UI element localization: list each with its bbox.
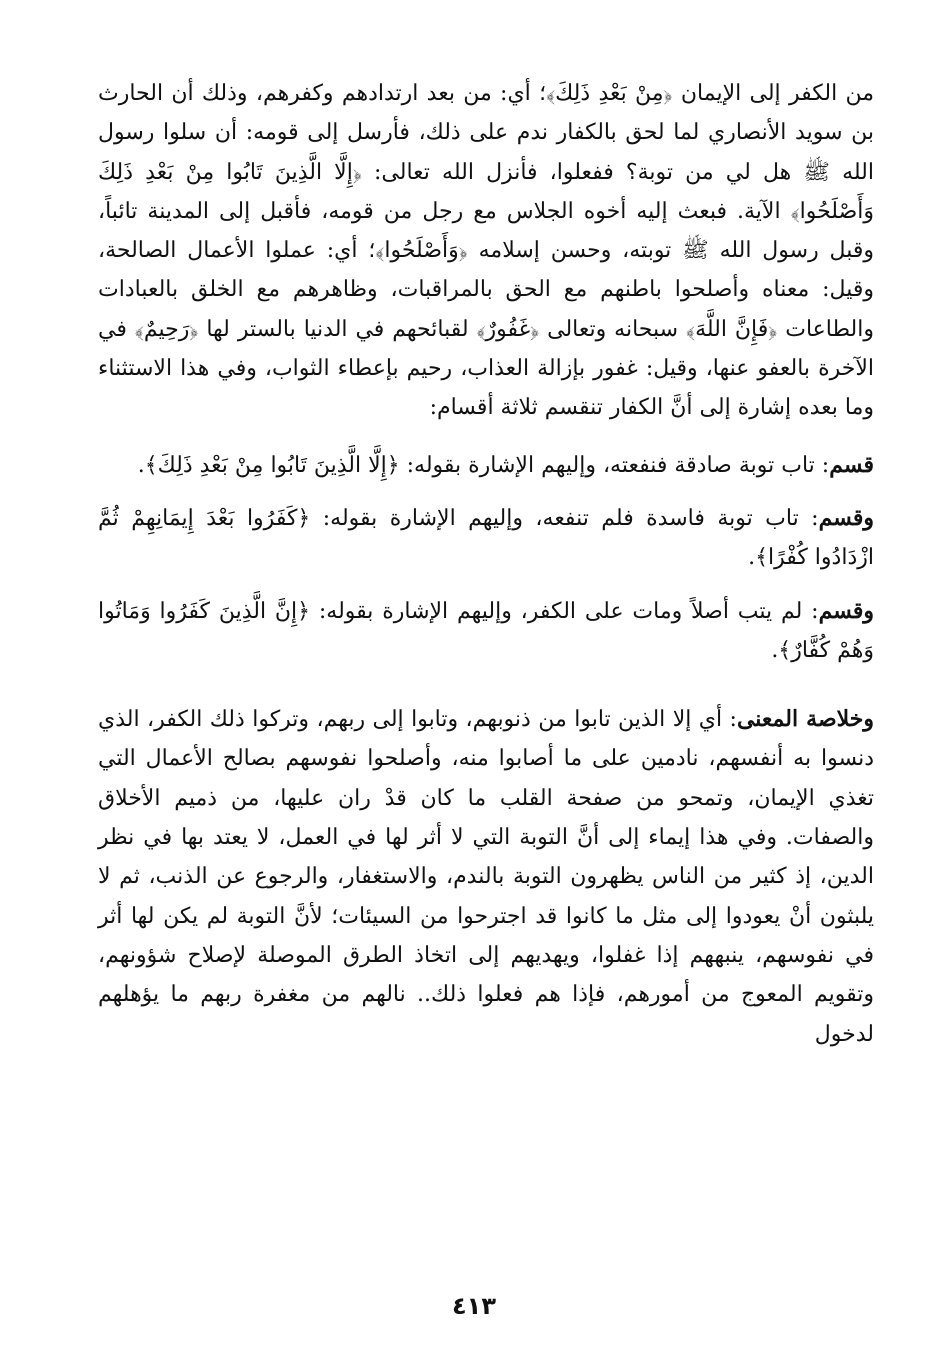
paragraph-summary <box>98 700 874 1054</box>
paragraph-lead: وخلاصة المعنى <box>736 706 874 733</box>
paragraph-text: من الكفر إلى الإيمان ﴿مِنْ بَعْدِ ذَلِكَ﴾؛ أي: من بعد ارتدادهم وكفرهم، وذلك أن الحارث بن سويد الأنصاري لما لحق بالكفار ندم على ذلك، فأرسل إلى قومه: أن سلوا رسول الله ﷺ هل لي من توبة؟ ففعلوا، فأنزل الله تعالى: ﴿إِلَّا الَّذِينَ تَابُوا مِنْ بَعْدِ ذَلِكَ وَأَصْلَحُوا﴾ الآية. فبعث إليه أخوه الجلاس مع رجل من قومه، فأقبل إلى المدينة تائباً، وقبل رسول الله ﷺ توبته، وحسن إسلامه ﴿وَأَصْلَحُوا﴾؛ أي: عملوا الأعمال الصالحة، وقيل: معناه وأصلحوا باطنهم مع الحق بالمراقبات، وظاهرهم مع الخلق بالعبادات والطاعات ﴿فَإِنَّ اللَّهَ﴾ سبحانه وتعالى ﴿غَفُورٌ﴾ لقبائحهم في الدنيا بالستر لها ﴿رَحِيمٌ﴾ في الآخرة بالعفو عنها، وقيل: غفور بإزالة العذاب، رحيم بإعطاء الثواب، وفي هذا الاستثناء وما بعده إشارة إلى أنَّ الكفار تنقسم ثلاثة أقسام: <box>98 81 874 421</box>
paragraph-lead: قسم <box>829 451 874 478</box>
paragraph-text: : تاب توبة فاسدة فلم تنفعه، وإليهم الإشارة بقوله: ﴿كَفَرُوا بَعْدَ إِيمَانِهِمْ ثُمَّ ازْدَادُوا كُفْرًا﴾. <box>98 505 874 571</box>
paragraph-intro <box>98 74 874 428</box>
paragraph-text: : أي إلا الذين تابوا من ذنوبهم، وتابوا إلى ربهم، وتركوا ذلك الكفر، الذي دنسوا به أنفسهم، نادمين على ما أصابوا منه، وأصلحوا نفوسهم بصالح الأعمال التي تغذي الإيمان، وتمحو من صفحة القلب ما كان قدْ ران عليها، من ذميم الأخلاق والصفات. وفي هذا إيماء إلى أنَّ التوبة التي لا أثر لها في العمل، لا يعتد بها في نظر الدين، إذ كثير من الناس يظهرون التوبة بالندم، والاستغفار، والرجوع عن الذنب، ثم لا يلبثون أنْ يعودوا إلى مثل ما كانوا قد اجترحوا من السيئات؛ لأنَّ التوبة لم يكن لها أثر في نفوسهم، ينبههم إذا غفلوا، ويهديهم إلى اتخاذ الطرق الموصلة لإصلاح شؤونهم، وتقويم المعوج من أمورهم، فإذا هم فعلوا ذلك.. نالهم من مغفرة ربهم ما يؤهلهم لدخول <box>98 707 875 1047</box>
paragraph-text: : تاب توبة صادقة فنفعته، وإليهم الإشارة بقوله: ﴿إِلَّا الَّذِينَ تَابُوا مِنْ بَعْدِ ذَلِكَ﴾. <box>137 452 830 478</box>
paragraph-first-kind <box>98 446 874 485</box>
paragraph-text: : لم يتب أصلاً ومات على الكفر، وإليهم الإشارة بقوله: ﴿إِنَّ الَّذِينَ كَفَرُوا وَمَاتُوا وَهُمْ كُفَّارٌ﴾. <box>98 598 874 663</box>
paragraph-second-kind <box>98 499 874 578</box>
paragraph-lead: وقسم <box>818 504 874 531</box>
paragraph-third-kind <box>98 592 874 671</box>
page-number: ٤١٣ <box>452 1292 496 1320</box>
paragraph-lead: وقسم <box>818 597 874 624</box>
page-body <box>98 74 874 1054</box>
